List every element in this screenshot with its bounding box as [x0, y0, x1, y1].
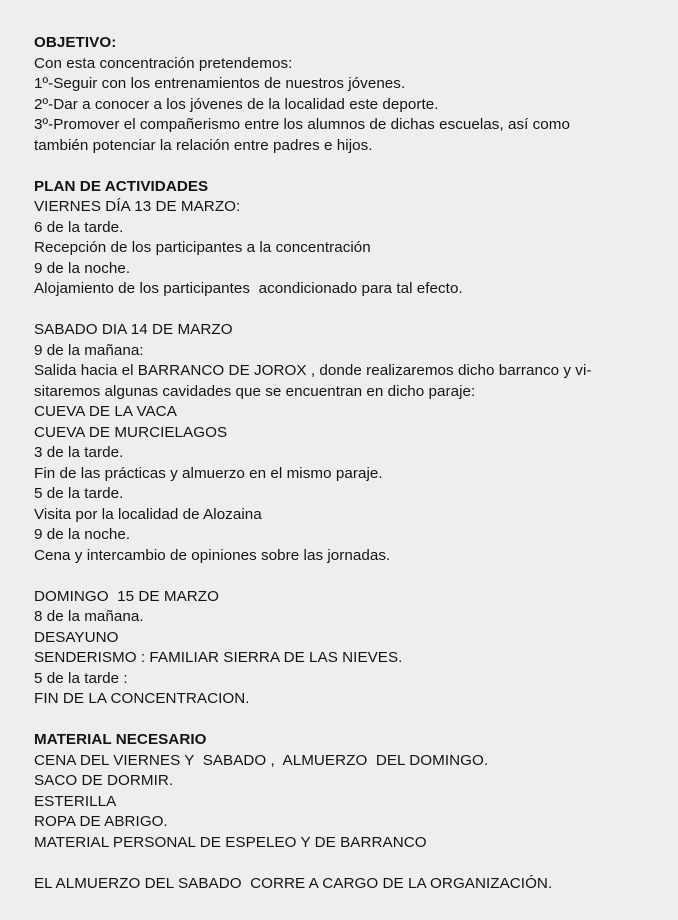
objetivo-line: Con esta concentración pretendemos: [34, 54, 293, 72]
nota-almuerzo: EL ALMUERZO DEL SABADO CORRE A CARGO DE LA ORGANIZACIÓN. [34, 874, 553, 892]
material-heading: MATERIAL NECESARIO [34, 731, 207, 748]
domingo-line: DOMINGO 15 DE MARZO [34, 587, 219, 605]
sabado-line: CUEVA DE MURCIELAGOS [34, 423, 228, 441]
sabado-line: CUEVA DE LA VACA [34, 403, 177, 420]
sabado-line: 3 de la tarde. [34, 444, 124, 461]
sabado-line: Visita por la localidad de Alozaina [34, 505, 262, 523]
material-line: ROPA DE ABRIGO. [34, 813, 168, 830]
material-line: ESTERILLA [34, 792, 117, 810]
objetivo-line: 3º-Promover el compañerismo entre los alumnos de dichas escuelas, así como [34, 116, 570, 133]
domingo-line: DESAYUNO [34, 628, 119, 646]
domingo-line: SENDERISMO : FAMILIAR SIERRA DE LAS NIEVES. [34, 649, 403, 666]
sabado-line: 5 de la tarde. [34, 485, 124, 502]
section-domingo [34, 587, 678, 710]
section-nota [34, 874, 678, 895]
section-sabado [34, 320, 678, 566]
domingo-line: FIN DE LA CONCENTRACION. [34, 690, 250, 707]
plan-line: 6 de la tarde. [34, 218, 124, 236]
sabado-line: Cena y intercambio de opiniones sobre las jornadas. [34, 546, 391, 564]
material-line: MATERIAL PERSONAL DE ESPELEO Y DE BARRANCO [34, 833, 427, 851]
plan-line: VIERNES DÍA 13 DE MARZO: [34, 198, 241, 215]
section-objetivo [34, 33, 678, 156]
sabado-line: sitaremos algunas cavidades que se encuentran en dicho paraje: [34, 382, 476, 400]
objetivo-line: 1º-Seguir con los entrenamientos de nuestros jóvenes. [34, 75, 406, 92]
objetivo-line: también potenciar la relación entre padres e hijos. [34, 136, 373, 154]
material-line: SACO DE DORMIR. [34, 772, 174, 789]
section-plan-actividades [34, 177, 678, 300]
objetivo-heading: OBJETIVO: [34, 34, 117, 51]
plan-heading: PLAN DE ACTIVIDADES [34, 177, 209, 195]
plan-line: 9 de la noche. [34, 259, 131, 277]
domingo-line: 8 de la mañana. [34, 608, 144, 625]
material-line: CENA DEL VIERNES Y SABADO , ALMUERZO DEL DOMINGO. [34, 751, 489, 769]
sabado-line: SABADO DIA 14 DE MARZO [34, 321, 233, 338]
plan-line: Alojamiento de los participantes acondicionado para tal efecto. [34, 280, 463, 297]
section-material [34, 730, 678, 853]
sabado-line: Fin de las prácticas y almuerzo en el mismo paraje. [34, 464, 383, 482]
domingo-line: 5 de la tarde : [34, 669, 128, 687]
sabado-line: 9 de la noche. [34, 526, 131, 543]
plan-line: Recepción de los participantes a la concentración [34, 239, 371, 256]
sabado-line: Salida hacia el BARRANCO DE JOROX , donde realizaremos dicho barranco y vi- [34, 362, 592, 379]
objetivo-line: 2º-Dar a conocer a los jóvenes de la localidad este deporte. [34, 95, 439, 113]
sabado-line: 9 de la mañana: [34, 341, 144, 359]
